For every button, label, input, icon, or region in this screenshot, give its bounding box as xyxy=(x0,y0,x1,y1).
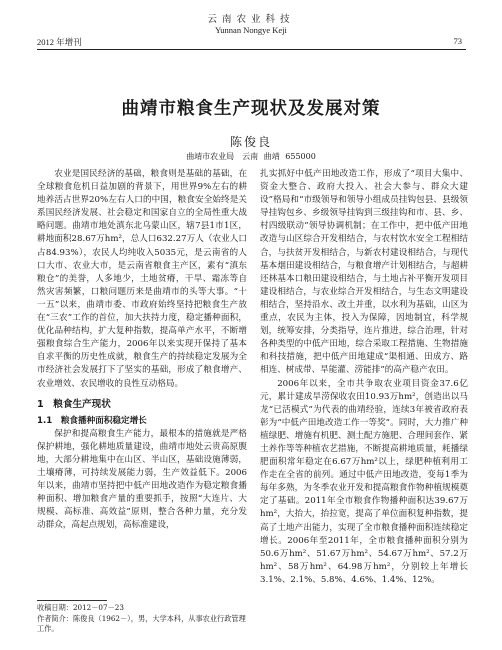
paragraph-1-1: 保护和提高粮食生产能力，最根本的措施就是严格保护耕地，强化耕地质量建设，曲靖市地处云贵高原腹地，大部分耕地集中在山区、半山区，基础设施薄弱，土壤瘠薄，可持续发展能力弱，生产效益低下。2006年以来，曲靖市坚持把中低产田地改造作为稳定粮食播种面积、增加粮食产量的重要抓手，按照“大连片、大规模、高标准、高效益”原则，整合各种力量，充分发动群众，高起点规划，高标准建设， xyxy=(37,428,247,531)
issue-label: 2012 年增刊 xyxy=(37,37,82,47)
article-author: 陈俊良 xyxy=(229,135,272,149)
subsection-heading-1-1: 1.1 粮食播种面积稳定增长 xyxy=(37,415,147,426)
paragraph-2006: 2006年以来，全市共争取农业项目资金37.6亿元，累计建成旱涝保收农田10.93万hm²，创造出以马龙“已活模式”为代表的曲靖经验，连续3年被省政府表彰为“中低产田地改造工作一等奖”。同时，大力推广种植绿肥、增施有机肥、测土配方施肥、合理间套作、紧土养作等等种植农艺措施，不断提高耕地质量，耗播绿肥面积常年稳定在6.67万hm²以上，绿肥种植利用工作走在全省的前列。通过中低产田地改造，变每1季为每年多熟，为冬季农业开发和提高粮食作物种植规模奠定了基础。2011年全市粮食作物播种面积达39.67万hm²，大抬大，抬拉宽，提高了单位面积复种指数，提高了土地产出能力，实现了全市粮食播种面积连续稳定增长。2006年至2011年，全市粮食播种面积分别为50.6万hm²、51.67万hm²、54.67万hm²、57.2万hm²、58万hm²、64.98万hm²，分别较上年增长3.1%、2.1%、5.8%、4.6%、1.4%、12%。 xyxy=(260,378,468,585)
footnote-rule xyxy=(37,600,107,601)
footnote-received: 收稿日期：2012－07－23 xyxy=(37,603,124,612)
paragraph-continued: 扎实抓好中低产田地改造工作，形成了“项目大集中、资金大整合、政府大投入、社会大参与、群众大建设”格局和“市级领导和领导小组成员挂钩包县、县级领导挂钩包乡、乡级领导挂钩到三级挂钩和市、县、乡、村四级联动”领导协调机制；在工作中，把中低产田地改造与山区综合开发相结合，与农村饮水安全工程相结合，与扶贫开发相结合，与新农村建设相结合，与现代基本烟田建设相结合，与粮食增产计划相结合，与超耕还林基本口粮田建设相结合，与土地占补平衡开发项目建设相结合，与农业综合开发相结合，与生态文明建设相结合，坚持沿水、改土并重，以水利为基础，山区为重点，农民为主体，投入为保障，因地制宜，科学规划，统筹安排，分类指导，连片推进，综合治理，针对各种类型的中低产田地，综合采取工程措施、生物措施和科技措施，把中低产田地建成“渠相通、田成方、路相连、树成带、旱能灌、涝能排”的高产稳产农田。 xyxy=(260,169,468,376)
intro-paragraph: 农业是国民经济的基础，粮食则是基础的基础，在全球粮食危机日益加剧的背景下，用世界9%左右的耕地养活占世界20%左右人口的中国，粮食安全始终是关系国民经济发展、社会稳定和国家自立的全局性重大战略问题。曲靖市地处滇东北乌蒙山区，辖7县1市1区，耕地面积28.67万hm²，总人口632.27万人（农业人口占84.93%），农民人均纯收入5035元，是云南省的人口大市、农业大市，是云南省粮食主产区，素有“滇东粮仓”的美誉，人多地少，土地贫瘠，干旱、霜冻等自然灾害频繁，口粮问题历来是曲靖市的头等大事。“十一五”以来，曲靖市委、市政府始终坚持把粮食生产放在“三农”工作的首位，加大扶持力度，稳定播种面积，优化品种结构，扩大复种指数，提高单产水平，不断增强粮食综合生产能力，2006年以来实现开保持了基本自求平衡的历史性成就，粮食生产的持续稳定发展为全市经济社会发展打下了坚实的基础，形成了粮食增产、农业增效、农民增收的良性互动格局。 xyxy=(37,169,247,389)
right-column xyxy=(260,168,468,587)
article-affiliation: 曲靖市农业局 云南 曲靖 655000 xyxy=(186,152,316,161)
article-title: 曲靖市粮食生产现状及发展对策 xyxy=(121,99,381,119)
section-heading-1: 1 粮食生产现状 xyxy=(37,398,111,410)
page-number: 73 xyxy=(453,36,462,46)
footnote xyxy=(37,603,247,635)
running-header xyxy=(0,0,502,52)
left-column xyxy=(37,168,247,533)
journal-title-en: Yunnan Nongye Keji xyxy=(215,25,287,35)
footnote-author-bio: 作者简介：陈俊良（1962－），男，大学本科，从事农业行政管理工作。 xyxy=(37,613,246,633)
journal-title-zh: 云南农业科技 xyxy=(207,14,295,25)
header-rule xyxy=(37,49,466,50)
